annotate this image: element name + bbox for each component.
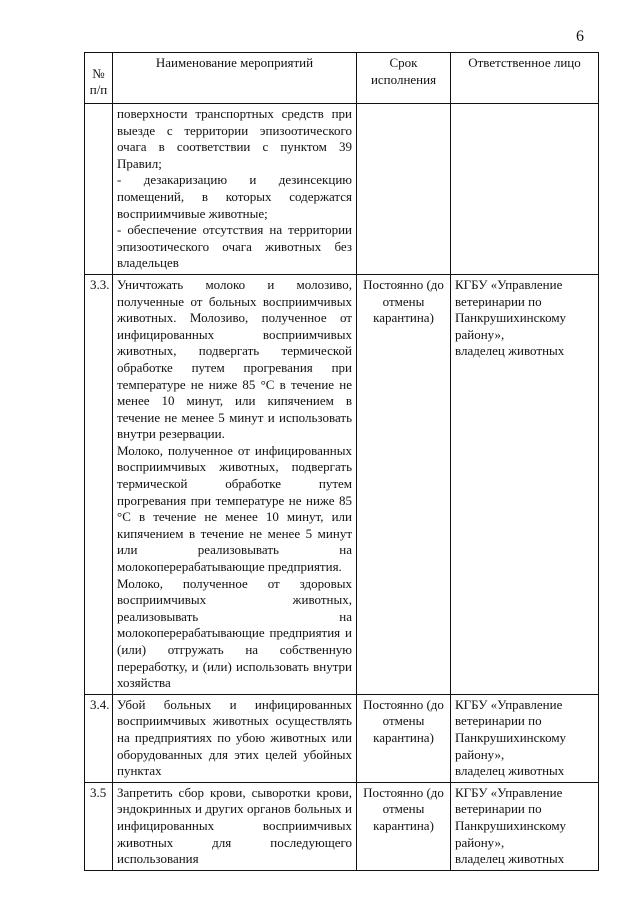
measure-paragraph: Убой больных и инфицированных восприимчивых животных осуществлять на предприятиях по убою животных или оборудованных для этих целей убойных пунктах bbox=[117, 696, 352, 779]
responsible-person bbox=[451, 782, 599, 870]
execution-term: Постоянно (до отмены карантина) bbox=[357, 694, 451, 782]
table-row bbox=[85, 104, 599, 275]
responsible-line: КГБУ «Управление ветеринарии по Панкрушихинскому району», bbox=[455, 276, 567, 342]
row-number: 3.3. bbox=[85, 274, 113, 694]
row-number: 3.4. bbox=[85, 694, 113, 782]
measure-paragraph: поверхности транспортных средств при выезде с территории эпизоотического очага в соответствии с пунктом 39 Правил; bbox=[117, 106, 352, 171]
responsible-line: владелец животных bbox=[455, 343, 565, 359]
header-num: № п/п bbox=[85, 53, 113, 104]
table-row bbox=[85, 694, 599, 782]
responsible-person bbox=[451, 274, 599, 694]
measure-paragraph: - дезакаризацию и дезинсекцию помещений, в которых содержатся восприимчивые животные; bbox=[117, 172, 352, 221]
execution-term bbox=[357, 104, 451, 275]
row-number: 3.5 bbox=[85, 782, 113, 870]
measure-description bbox=[113, 104, 357, 275]
responsible-person bbox=[451, 694, 599, 782]
responsible-person bbox=[451, 104, 599, 275]
measure-paragraph: Запретить сбор крови, сыворотки крови, эндокринных и других органов больных и инфицированных восприимчивых животных для последующего использования bbox=[117, 784, 352, 867]
measure-description bbox=[113, 274, 357, 694]
page-number: 6 bbox=[576, 28, 584, 45]
header-responsible: Ответственное лицо bbox=[451, 53, 599, 104]
responsible-line: владелец животных bbox=[455, 763, 565, 779]
responsible-line: КГБУ «Управление ветеринарии по Панкрушихинскому району», bbox=[455, 696, 567, 762]
row-number bbox=[85, 104, 113, 275]
table-row bbox=[85, 782, 599, 870]
table-row bbox=[85, 274, 599, 694]
execution-term: Постоянно (до отмены карантина) bbox=[357, 782, 451, 870]
header-term: Срок исполнения bbox=[357, 53, 451, 104]
measure-paragraph: Молоко, полученное от здоровых восприимчивых животных, реализовывать на молокоперерабатывающие предприятия и (или) отгружать на собственную переработку, и (или) использовать внутри хозяйства bbox=[117, 575, 352, 691]
measure-paragraph: Уничтожать молоко и молозиво, полученные от больных восприимчивых животных. Молозиво, полученное от инфицированных восприимчивых животных, подвергать термической обработке путем прогревания при температуре не ниже 85 °С в течение не менее 10 минут, или кипячением в течение не менее 5 минут и использовать внутри резервации. bbox=[117, 276, 352, 442]
responsible-line: владелец животных bbox=[455, 851, 565, 867]
execution-term: Постоянно (до отмены карантина) bbox=[357, 274, 451, 694]
measure-paragraph: Молоко, полученное от инфицированных восприимчивых животных, подвергать термической обработке путем прогревания при температуре не ниже 85 °С в течение не менее 10 минут, или кипячением в течение не менее 5 минут или реализовывать на молокоперерабатывающие предприятия. bbox=[117, 442, 352, 575]
measure-description bbox=[113, 694, 357, 782]
table-header-row bbox=[85, 53, 599, 104]
measure-description bbox=[113, 782, 357, 870]
measure-paragraph: - обеспечение отсутствия на территории эпизоотического очага животных без владельцев bbox=[117, 222, 352, 271]
measures-table bbox=[84, 52, 599, 871]
header-name: Наименование мероприятий bbox=[113, 53, 357, 104]
responsible-line: КГБУ «Управление ветеринарии по Панкрушихинскому району», bbox=[455, 784, 567, 850]
